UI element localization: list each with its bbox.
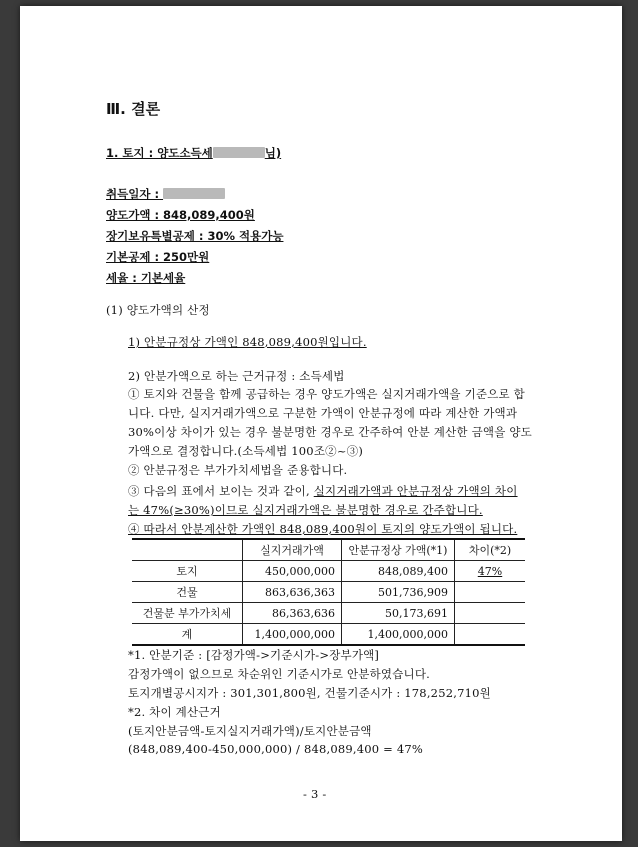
paragraph-3-line-2: 는 47%(≥30%)이므로 실지거래가액은 불분명한 경우로 간주합니다.: [128, 503, 483, 517]
table-cell: 863,636,363: [243, 582, 342, 603]
note-1: *1. 안분기준 : [감정가액->기준시가->장부가액]: [128, 648, 380, 662]
subtitle-suffix: 님): [264, 146, 282, 160]
note-2: 감정가액이 없으므로 차순위인 기준시가로 안분하였습니다.: [128, 667, 430, 681]
note-6: (848,089,400-450,000,000) / 848,089,400 = 47%: [128, 742, 424, 756]
redacted-date: [163, 188, 225, 199]
paragraph-2-line-4: 가액으로 결정합니다.(소득세법 100조②~③): [128, 444, 364, 458]
acquisition-date-label: 취득일자 :: [106, 187, 160, 201]
table-cell: [455, 624, 526, 646]
paragraph-2-title: 2) 안분가액으로 하는 근거규정 : 소득세법: [128, 369, 345, 383]
paragraph-3-emphasis: 실지거래가액과 안분규정상 가액의 차이: [313, 484, 518, 498]
table-cell: 건물: [132, 582, 243, 603]
table-row: [132, 561, 525, 582]
transfer-price: 양도가액 : 848,089,400원: [106, 208, 255, 222]
table-cell: [455, 603, 526, 624]
table-cell: 토지: [132, 561, 243, 582]
table-cell: 86,363,636: [243, 603, 342, 624]
basic-deduction: 기본공제 : 250만원: [106, 250, 210, 264]
table-cell: 건물분 부가가치세: [132, 603, 243, 624]
note-3: 토지개별공시지가 : 301,301,800원, 건물기준시가 : 178,252,710원: [128, 686, 491, 700]
table-cell: 계: [132, 624, 243, 646]
long-term-deduction: 장기보유특별공제 : 30% 적용가능: [106, 229, 284, 243]
table-header-cell: 차이(*2): [455, 539, 526, 561]
tax-rate: 세율 : 기본세율: [106, 271, 186, 285]
calc-heading: (1) 양도가액의 산정: [106, 303, 210, 317]
paragraph-3-lead: ③ 다음의 표에서 보이는 것과 같이,: [128, 484, 314, 498]
acquisition-date: [106, 186, 225, 202]
subtitle: [106, 145, 281, 161]
section-title: Ⅲ. 결론: [106, 100, 161, 118]
page-number: - 3 -: [303, 787, 327, 801]
table-row: [132, 582, 525, 603]
subtitle-prefix: 1. 토지 : 양도소득세: [106, 146, 213, 160]
paragraph-2-line-2: 니다. 다만, 실지거래가액으로 구분한 가액이 안분규정에 따라 계산한 가액과: [128, 406, 518, 420]
paragraph-2-line-3: 30%이상 차이가 있는 경우 불분명한 경우로 간주하여 안분 계산한 금액을 양도: [128, 425, 532, 439]
document-page: [20, 6, 622, 841]
table-cell: 47%: [455, 561, 526, 582]
table-row: [132, 603, 525, 624]
table-row: [132, 624, 525, 646]
table-cell: 501,736,909: [342, 582, 455, 603]
table-header-row: [132, 539, 525, 561]
table-cell: [455, 582, 526, 603]
table-cell: 450,000,000: [243, 561, 342, 582]
paragraph-3-line-1: [128, 483, 518, 499]
table-cell: 848,089,400: [342, 561, 455, 582]
table-header-cell: 안분규정상 가액(*1): [342, 539, 455, 561]
note-5: (토지안분금액-토지실지거래가액)/토지안분금액: [128, 724, 372, 738]
paragraph-2-line-5: ② 안분규정은 부가가치세법을 준용합니다.: [128, 463, 348, 477]
table-cell: 1,400,000,000: [243, 624, 342, 646]
table-header-cell: [132, 539, 243, 561]
price-comparison-table: [132, 538, 525, 646]
note-4: *2. 차이 계산근거: [128, 705, 221, 719]
table-cell: 1,400,000,000: [342, 624, 455, 646]
paragraph-1: 1) 안분규정상 가액인 848,089,400원입니다.: [128, 335, 367, 349]
paragraph-2-line-1: ① 토지와 건물을 함께 공급하는 경우 양도가액은 실지거래가액을 기준으로 합: [128, 387, 525, 401]
table-cell: 50,173,691: [342, 603, 455, 624]
paragraph-4: ④ 따라서 안분계산한 가액인 848,089,400원이 토지의 양도가액이 됩니다.: [128, 522, 518, 536]
redacted-name: [213, 147, 265, 158]
table-header-cell: 실지거래가액: [243, 539, 342, 561]
